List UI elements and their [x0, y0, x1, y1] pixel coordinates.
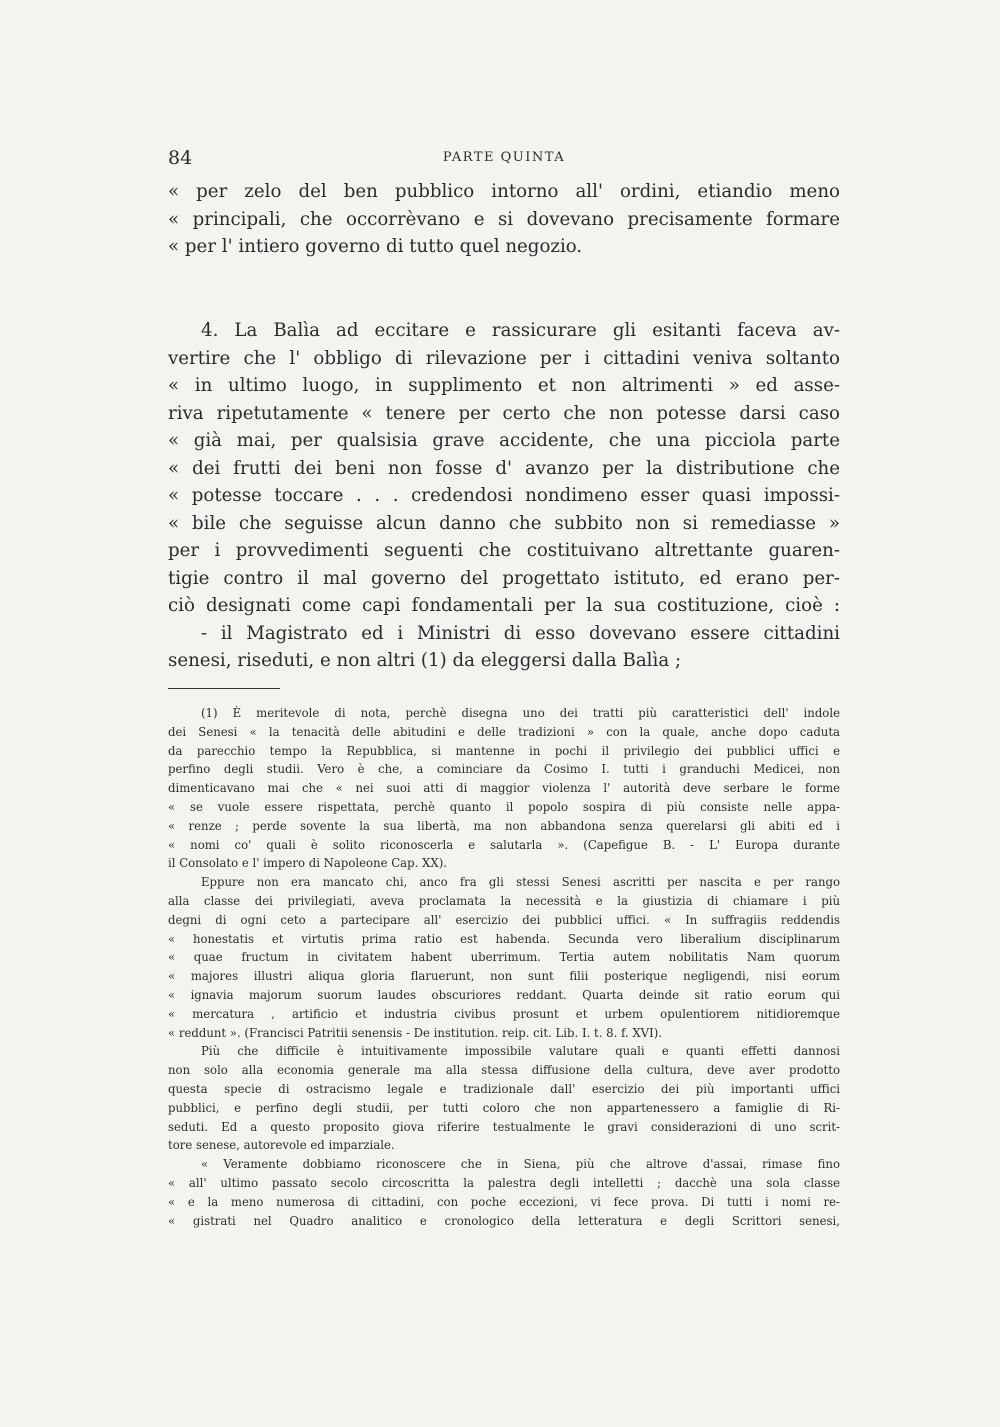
footnote-line: da parecchio tempo la Repubblica, si mantenne in pochi il privilegio dei pubblici uffici e — [168, 743, 840, 758]
footnote-separator — [168, 688, 280, 689]
footnote-line: dei Senesi « la tenacità delle abitudini e delle tradizioni » con la quale, anche dopo caduta — [168, 724, 840, 739]
footnote-line: perfino degli studii. Vero è che, a cominciare da Cosimo I. tutti i granduchi Medicei, non — [168, 762, 840, 777]
text-line: 4. La Balìa ad eccitare e rassicurare gli esitanti faceva av- — [201, 320, 840, 341]
footnote-line: seduti. Ed a questo proposito giova riferire testualmente le gravi considerazioni di uno scrit- — [168, 1119, 840, 1134]
text-line: riva ripetutamente « tenere per certo che non potesse darsi caso — [168, 402, 840, 424]
footnote-line: « gistrati nel Quadro analitico e cronologico della letteratura e degli Scrittori senesi, — [168, 1213, 840, 1228]
text-line: « per zelo del ben pubblico intorno all' ordini, etiandio meno — [168, 181, 840, 202]
running-head: PARTE QUINTA — [442, 150, 566, 165]
footnote-line: alla classe dei privilegiati, aveva proclamata la necessità e la giustizia di chiamare i più — [168, 893, 840, 908]
text-line: « in ultimo luogo, in supplimento et non altrimenti » ed asse- — [168, 375, 840, 396]
footnote-line: « reddunt ». (Francisci Patritii senensis - De institution. reip. cit. Lib. I. t. 8. f. XVI). — [168, 1025, 662, 1040]
text-line: « principali, che occorrèvano e si dovevano precisamente formare — [168, 208, 840, 230]
footnote-line: tore senese, autorevole ed imparziale. — [168, 1138, 395, 1153]
text-line: ciò designati come capi fondamentali per la sua costituzione, cioè : — [168, 595, 840, 616]
footnote-line: « e la meno numerosa di cittadini, con poche eccezioni, vi fece prova. Di tutti i nomi re- — [168, 1194, 840, 1209]
footnote-line: « ignavia majorum suorum laudes obscuriores reddant. Quarta deinde sit ratio eorum qui — [168, 987, 840, 1002]
text-line: senesi, riseduti, e non altri (1) da eleggersi dalla Balìa ; — [168, 650, 682, 671]
text-line: per i provvedimenti seguenti che costituivano altrettante guaren- — [168, 540, 840, 561]
footnote-line: « majores illustri aliqua gloria flaruerunt, non sunt filii posterique negligendi, nisi eorum — [168, 969, 840, 984]
page-header — [168, 147, 840, 171]
text-line: « dei frutti dei beni non fosse d' avanzo per la distributione che — [168, 457, 840, 479]
footnote-line: « se vuole essere rispettata, perchè quanto il popolo sospira di più consiste nelle appa- — [168, 799, 840, 814]
footnote-line: degni di ogni ceto a partecipare all' esercizio dei pubblici uffici. « In suffragiis reddendis — [168, 912, 840, 927]
footnote-line: pubblici, e perfino degli studii, per tutti coloro che non appartenessero a famiglie di Ri- — [168, 1100, 840, 1115]
footnote-line: non solo alla economia generale ma alla stessa diffusione della cultura, deve aver prodotto — [168, 1063, 840, 1078]
page-number: 84 — [168, 147, 193, 169]
footnote-line: dimenticavano mai che « nei suoi atti di maggior violenza l' autorità deve serbare le forme — [168, 781, 840, 796]
text-line: tigie contro il mal governo del progettato istituto, ed erano per- — [168, 567, 840, 589]
text-line: « potesse toccare . . . credendosi nondimeno esser quasi impossi- — [168, 485, 840, 506]
footnote-line: il Consolato e l' impero di Napoleone Cap. XX). — [168, 856, 447, 871]
footnote-line: « all' ultimo passato secolo circoscritta la palestra degli intelletti ; dacchè una sola classe — [168, 1175, 840, 1190]
main-paragraph-1 — [168, 178, 840, 261]
footnotes — [168, 704, 840, 1230]
text-line: « bile che seguisse alcun danno che subbito non si remediasse » — [168, 512, 840, 534]
footnote-line: « quae fructum in civitatem habent uberrimum. Tertia autem nobilitatis Nam quorum — [168, 950, 840, 965]
text-line: - il Magistrato ed i Ministri di esso dovevano essere cittadini — [201, 622, 840, 644]
footnote-line: « nomi co' quali è solito riconoscerla e salutarla ». (Capefigue B. - L' Europa durante — [168, 837, 840, 852]
footnote-line: Più che difficile è intuitivamente impossibile valutare quali e quanti effetti dannosi — [201, 1044, 840, 1059]
footnote-line: « honestatis et virtutis prima ratio est habenda. Secunda vero liberalium disciplinarum — [168, 931, 840, 946]
footnote-line: « mercatura , artificio et industria civibus prosunt et urbem opulentiorem nitidioremque — [168, 1006, 840, 1021]
footnote-line: « renze ; perde sovente la sua libertà, ma non abbandona senza querelarsi gli abiti ed i — [168, 818, 840, 833]
footnote-line: questa specie di ostracismo legale e tradizionale dall' esercizio dei più importanti uffici — [168, 1081, 840, 1096]
footnote-line: (1) È meritevole di nota, perchè disegna uno dei tratti più caratteristici dell' indole — [201, 706, 840, 720]
footnote-line: Eppure non era mancato chi, anco fra gli stessi Senesi ascritti per nascita e per rango — [201, 875, 840, 890]
text-line: « per l' intiero governo di tutto quel negozio. — [168, 236, 583, 257]
text-line: « già mai, per qualsisia grave accidente, che una picciola parte — [168, 430, 840, 451]
footnote-line: « Veramente dobbiamo riconoscere che in Siena, più che altrove d'assai, rimase fino — [201, 1157, 840, 1172]
text-line: vertire che l' obbligo di rilevazione per i cittadini veniva soltanto — [168, 347, 840, 369]
main-paragraph-2 — [168, 317, 840, 675]
